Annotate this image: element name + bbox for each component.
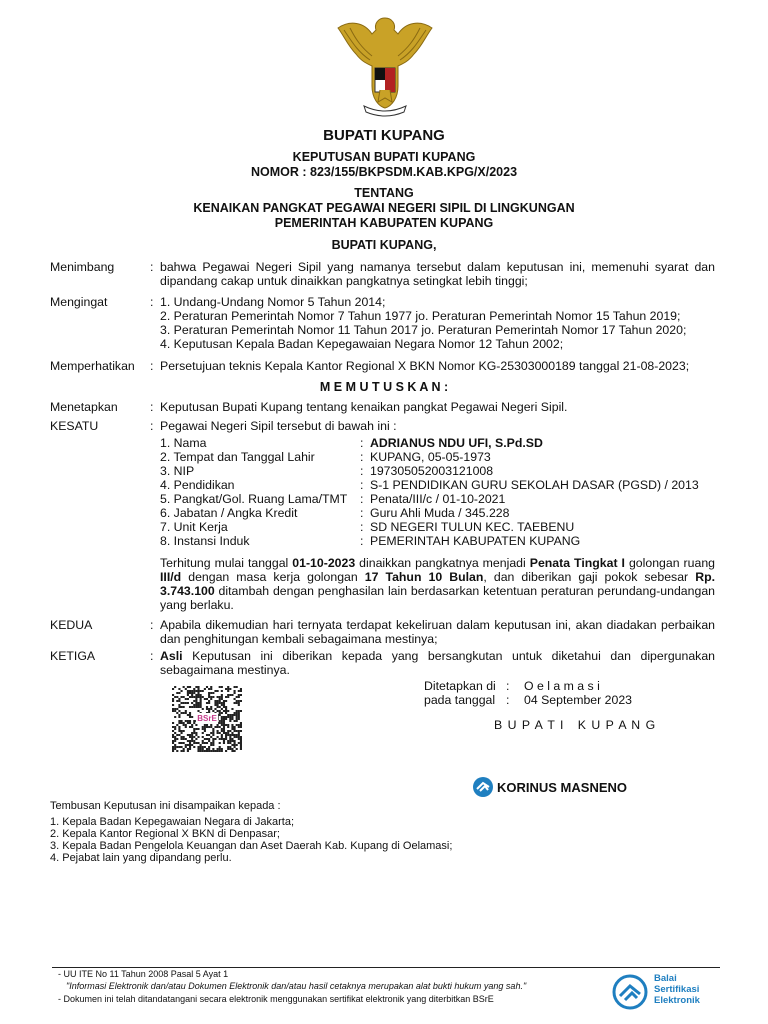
memperhatikan-label: Memperhatikan (50, 359, 135, 373)
decree-issuer: BUPATI KUPANG, (331, 238, 437, 252)
bsre-signature-icon (472, 776, 494, 798)
page-title: BUPATI KUPANG (323, 127, 445, 144)
decree-title: KEPUTUSAN BUPATI KUPANG (292, 150, 476, 164)
garuda-emblem-icon (334, 12, 436, 120)
mengingat-item: 1. Undang-Undang Nomor 5 Tahun 2014; (160, 295, 386, 309)
ketiga-label: KETIGA (50, 649, 96, 663)
bsre-logo-text: Balai Sertifikasi Elektronik (654, 973, 700, 1006)
menimbang-label: Menimbang (50, 260, 115, 274)
kesatu-intro: Pegawai Negeri Sipil tersebut di bawah ini : (160, 419, 397, 433)
employee-field-row: 8. Instansi Induk : PEMERINTAH KABUPATEN KUPANG (160, 534, 581, 548)
employee-field-row: 1. Nama : ADRIANUS NDU UFI, S.Pd.SD (160, 436, 543, 450)
qr-code (172, 686, 242, 752)
decree-about: TENTANG (354, 186, 414, 200)
tembusan-title: Tembusan Keputusan ini disampaikan kepada : (50, 800, 281, 812)
date-label: pada tanggal (424, 693, 496, 707)
decree-subject-2: PEMERINTAH KABUPATEN KUPANG (274, 216, 494, 230)
place-label: Ditetapkan di (424, 679, 496, 693)
decree-subject-1: KENAIKAN PANGKAT PEGAWAI NEGERI SIPIL DI LINGKUNGAN (193, 201, 575, 215)
memutuskan-heading: M E M U T U S K A N : (319, 380, 449, 394)
footer-divider (52, 967, 720, 968)
place-value: O e l a m a s i (524, 679, 600, 693)
employee-field-row: 4. Pendidikan : S-1 PENDIDIKAN GURU SEKOLAH DASAR (PGSD) / 2013 (160, 478, 699, 492)
employee-field-row: 2. Tempat dan Tanggal Lahir : KUPANG, 05-05-1973 (160, 450, 491, 464)
date-value: 04 September 2023 (524, 693, 633, 707)
employee-field-row: 6. Jabatan / Angka Kredit : Guru Ahli Muda / 345.228 (160, 506, 510, 520)
employee-field-row: 5. Pangkat/Gol. Ruang Lama/TMT : Penata/III/c / 01-10-2021 (160, 492, 506, 506)
menetapkan-text: Keputusan Bupati Kupang tentang kenaikan pangkat Pegawai Negeri Sipil. (160, 400, 568, 414)
decree-number: NOMOR : 823/155/BKPSDM.KAB.KPG/X/2023 (250, 165, 518, 179)
memperhatikan-text: Persetujuan teknis Kepala Kantor Regional X BKN Nomor KG-25303000189 tanggal 21-08-2023; (160, 359, 690, 373)
signer-name: KORINUS MASNENO (497, 780, 628, 795)
tembusan-item: 2. Kepala Kantor Regional X BKN di Denpasar; (50, 828, 280, 840)
mengingat-item: 2. Peraturan Pemerintah Nomor 7 Tahun 1977 jo. Peraturan Pemerintah Nomor 15 Tahun 2019; (160, 309, 681, 323)
employee-name: ADRIANUS NDU UFI, S.Pd.SD (370, 436, 543, 450)
footer-line: - Dokumen ini telah ditandatangani secara elektronik menggunakan sertifikat elektronik yang diterbitkan BSrE (58, 994, 494, 1004)
menimbang-text: bahwa Pegawai Negeri Sipil yang namanya tersebut dalam keputusan ini, memenuhi syarat dan dipandang cakap untuk dinaikkan pangkatnya setingkat lebih tinggi; (160, 260, 715, 288)
mengingat-item: 4. Keputusan Kepala Badan Kepegawaian Negara Nomor 12 Tahun 2002; (160, 337, 564, 351)
tembusan-item: 4. Pejabat lain yang dipandang perlu. (50, 852, 232, 864)
menetapkan-label: Menetapkan (50, 400, 118, 414)
employee-field-row: 7. Unit Kerja : SD NEGERI TULUN KEC. TAEBENU (160, 520, 575, 534)
kedua-text: Apabila dikemudian hari ternyata terdapat kekeliruan dalam keputusan ini, akan diadakan perbaikan dan penghitungan kembali sebagaimana mestinya; (160, 618, 715, 646)
bsre-small-logo: BSrE (197, 714, 217, 723)
kedua-label: KEDUA (50, 618, 93, 632)
kesatu-label: KESATU (50, 419, 99, 433)
promotion-paragraph: Terhitung mulai tanggal 01-10-2023 dinaikkan pangkatnya menjadi Penata Tingkat I golongan ruang III/d dengan masa kerja golongan 17 Tahun 10 Bulan, dan diberikan gaji pokok sebesar Rp. 3.743.100 ditambah dengan penghasilan lain berdasarkan ketentuan peraturan perundang-undangan yang berlaku. (160, 556, 715, 612)
tembusan-item: 1. Kepala Badan Kepegawaian Negara di Jakarta; (50, 816, 295, 828)
bsre-logo-icon (612, 974, 648, 1010)
tembusan-item: 3. Kepala Badan Pengelola Keuangan dan Aset Daerah Kab. Kupang di Oelamasi; (50, 840, 453, 852)
ketiga-text: Asli Keputusan ini diberikan kepada yang bersangkutan untuk diketahui dan dipergunakan sebagaimana mestinya. (160, 649, 715, 677)
signer-office: B U P A T I K U P A N G (494, 718, 657, 732)
mengingat-item: 3. Peraturan Pemerintah Nomor 11 Tahun 2017 jo. Peraturan Pemerintah Nomor 17 Tahun 2020; (160, 323, 687, 337)
footer-line: "Informasi Elektronik dan/atau Dokumen Elektronik dan/atau hasil cetaknya merupakan alat bukti hukum yang sah." (66, 981, 527, 991)
employee-field-row: 3. NIP : 197305052003121008 (160, 464, 494, 478)
mengingat-label: Mengingat (50, 295, 108, 309)
footer-line: - UU ITE No 11 Tahun 2008 Pasal 5 Ayat 1 (58, 969, 229, 979)
